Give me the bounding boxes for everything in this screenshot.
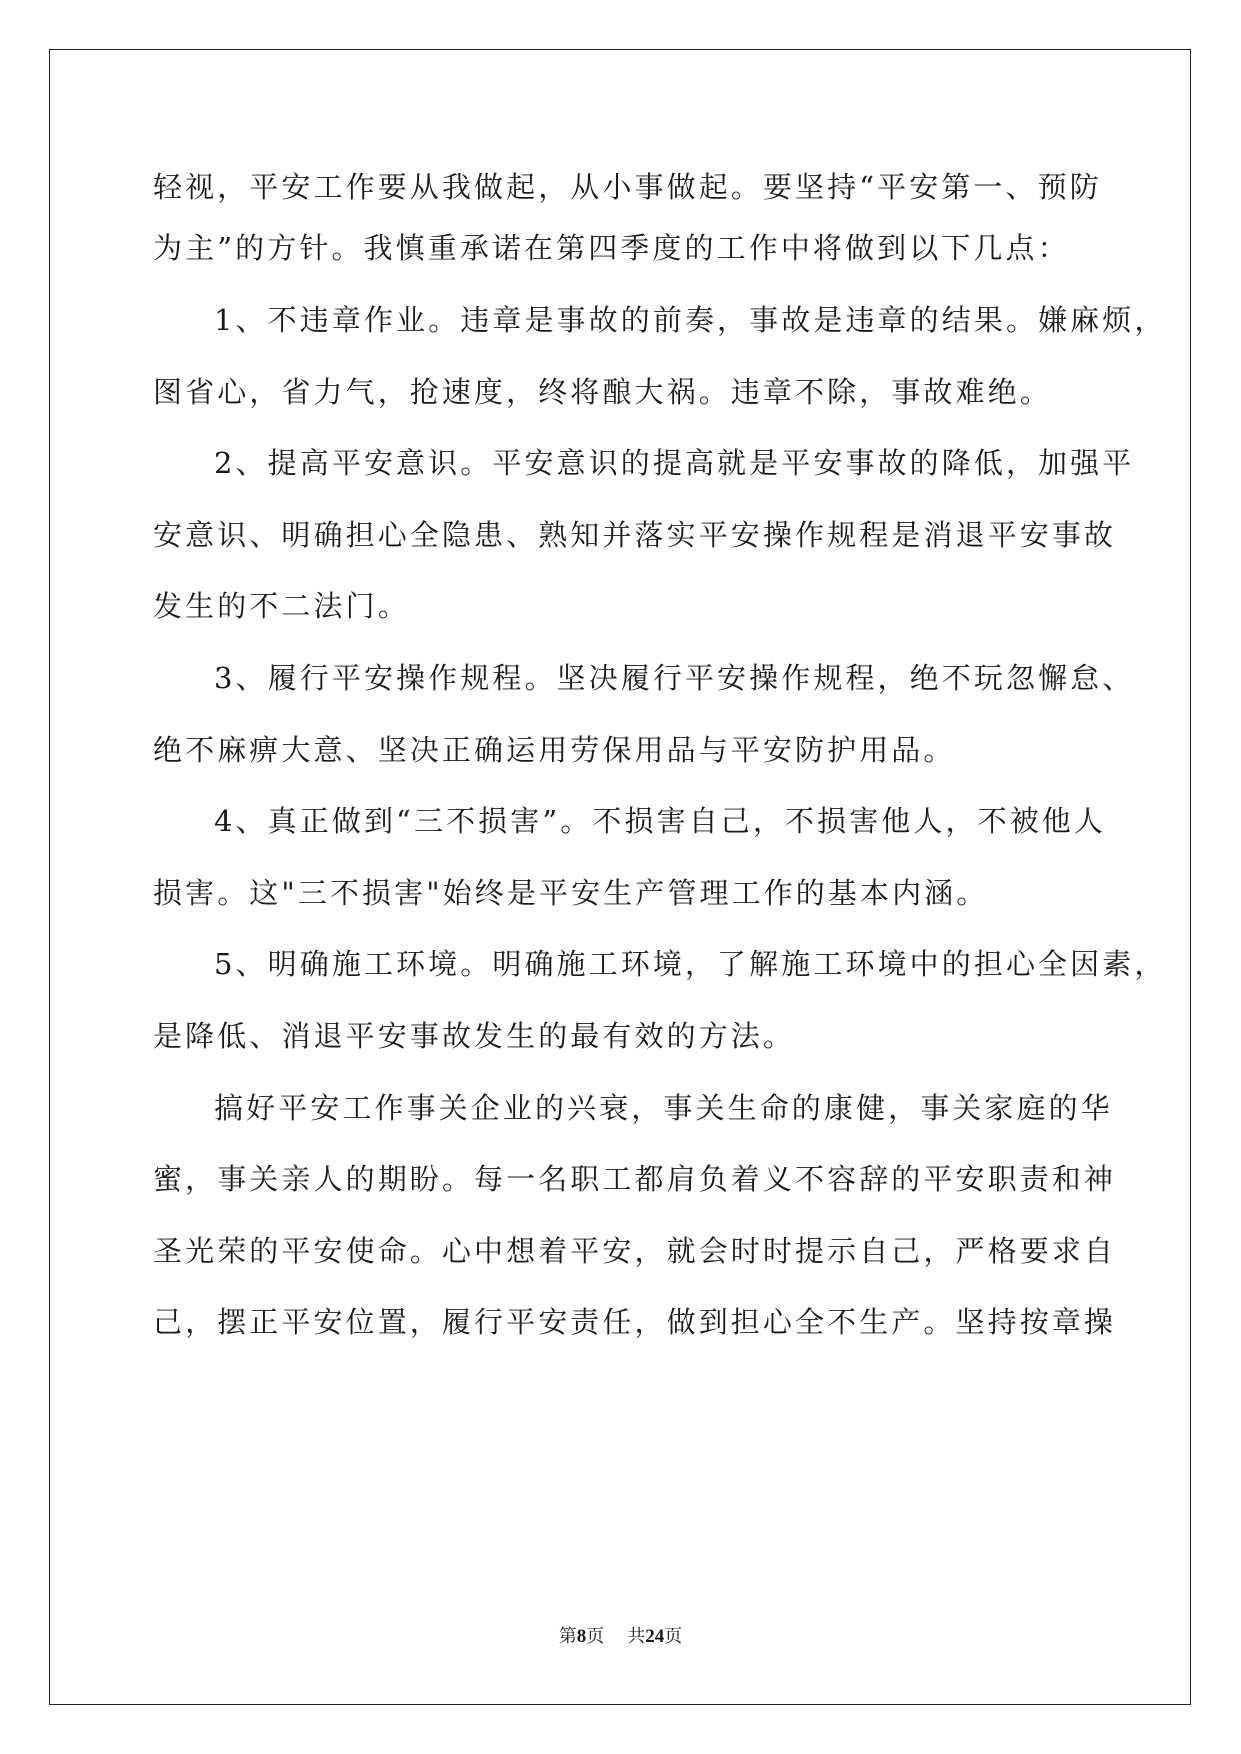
text-line: 己，摆正平安位置，履行平安责任，做到担心全不生产。坚持按章操 — [153, 1305, 1117, 1339]
text-line: 图省心，省力气，抢速度，终将酿大祸。违章不除，事故难绝。 — [153, 375, 1052, 409]
text-line: 安意识、明确担心全隐患、熟知并落实平安操作规程是消退平安事故 — [153, 518, 1117, 552]
text-line: 5、明确施工环境。明确施工环境，了解施工环境中的担心全因素， — [214, 947, 1167, 981]
text-line: 搞好平安工作事关企业的兴衰，事关生命的康健，事关家庭的华 — [214, 1091, 1113, 1125]
text-line: 2、提高平安意识。平安意识的提高就是平安事故的降低，加强平 — [214, 446, 1135, 480]
text-line: 4、真正做到“三不损害”。不损害自己，不损害他人，不被他人 — [214, 804, 1107, 838]
page-number: 8 — [576, 1626, 587, 1647]
text-line: 为主”的方针。我慎重承诺在第四季度的工作中将做到以下几点： — [153, 231, 1070, 265]
text-line: 发生的不二法门。 — [153, 589, 410, 623]
total-suffix: 页 — [664, 1626, 683, 1647]
text-line: 3、履行平安操作规程。坚决履行平安操作规程，绝不玩忽懈怠、 — [214, 661, 1135, 695]
total-prefix: 共 — [627, 1626, 646, 1647]
page-footer — [0, 1625, 1241, 1649]
text-line: 损害。这"三不损害"始终是平安生产管理工作的基本内涵。 — [153, 876, 989, 910]
text-line: 圣光荣的平安使命。心中想着平安，就会时时提示自己，严格要求自 — [153, 1234, 1117, 1268]
page-prefix: 第 — [558, 1626, 577, 1647]
text-line: 绝不麻痹大意、坚决正确运用劳保用品与平安防护用品。 — [153, 733, 956, 767]
total-pages: 24 — [645, 1626, 665, 1647]
text-line: 是降低、消退平安事故发生的最有效的方法。 — [153, 1019, 796, 1053]
page-suffix: 页 — [586, 1626, 605, 1647]
text-line: 蜜，事关亲人的期盼。每一名职工都肩负着义不容辞的平安职责和神 — [153, 1162, 1117, 1196]
text-line: 1、不违章作业。违章是事故的前奏，事故是违章的结果。嫌麻烦， — [214, 303, 1167, 337]
text-line: 轻视，平安工作要从我做起，从小事做起。要坚持“平安第一、预防 — [153, 170, 1102, 204]
